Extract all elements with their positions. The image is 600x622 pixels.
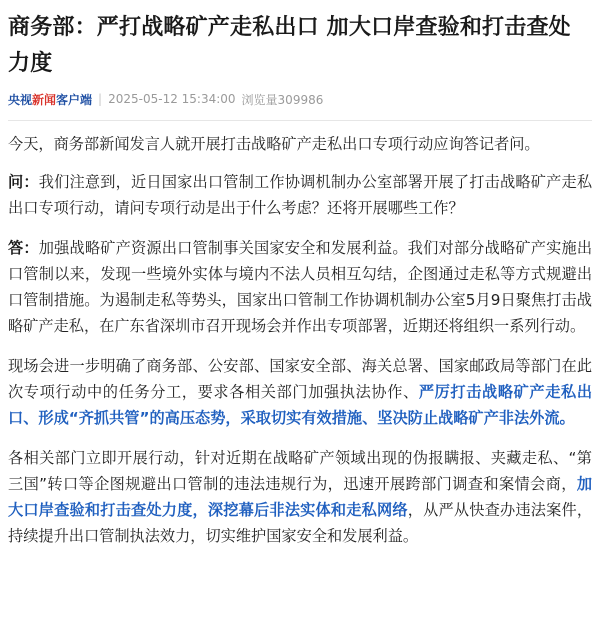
paragraph-4-text-a: 各相关部门立即开展行动，针对近期在战略矿产领域出现的伪报瞒报、夹藏走私、“第三国”转口等企图规避出口管制的违法违规行为，迅速开展跨部门调查和案情会商， (8, 449, 592, 493)
meta-divider (8, 120, 592, 121)
article-meta (8, 90, 592, 108)
article-title: 商务部：严打战略矿产走私出口 加大口岸查验和打击查处力度 (8, 15, 571, 76)
question-text: 我们注意到，近日国家出口管制工作协调机制办公室部署开展了打击战略矿产走私出口专项行动，请问专项行动是出于什么考虑？还将开展哪些工作？ (8, 173, 593, 217)
paragraph-4-highlight: 加大口岸查验和打击查处力度，深挖幕后非法实体和走私网络 (8, 475, 592, 519)
article-page (0, 10, 600, 622)
publish-datetime: 2025-05-12 15:34:00 (108, 92, 236, 106)
answer-label: 答： (8, 239, 39, 257)
body-paragraph-4 (8, 445, 592, 549)
intro-paragraph: 今天，商务部新闻发言人就开展打击战略矿产走私出口专项行动应询答记者问。 (8, 135, 540, 153)
paragraph-3-highlight: 严厉打击战略矿产走私出口、形成“齐抓共管”的高压态势，采取切实有效措施、坚决防止战略矿产非法外流。 (8, 383, 593, 427)
meta-separator: | (98, 92, 103, 106)
question-paragraph (8, 169, 592, 221)
body-paragraph-3 (8, 353, 592, 431)
source-logo[interactable]: 央视新闻客户端 (8, 92, 93, 107)
answer-text: 加强战略矿产资源出口管制事关国家安全和发展利益。我们对部分战略矿产实施出口管制以来，发现一些境外实体与境内不法人员相互勾结，企图通过走私等方式规避出口管制措施。为遏制走私等势头，国家出口管制工作协调机制办公室5月9日聚焦打击战略矿产走私，在广东省深圳市召开现场会并作出专项部署，近期还将组织一系列行动。 (8, 239, 593, 335)
paragraph-4-text-b: ，从严从快查办违法案件，持续提升出口管制执法效力，切实维护国家安全和发展利益。 (8, 501, 593, 545)
view-count: 浏览量309986 (241, 92, 324, 107)
answer-paragraph (8, 235, 592, 339)
paragraph-3-text: 现场会进一步明确了商务部、公安部、国家安全部、海关总署、国家邮政局等部门在此次专项行动中的任务分工，要求各相关部门加强执法协作、 (8, 357, 592, 401)
question-label: 问： (8, 173, 39, 191)
